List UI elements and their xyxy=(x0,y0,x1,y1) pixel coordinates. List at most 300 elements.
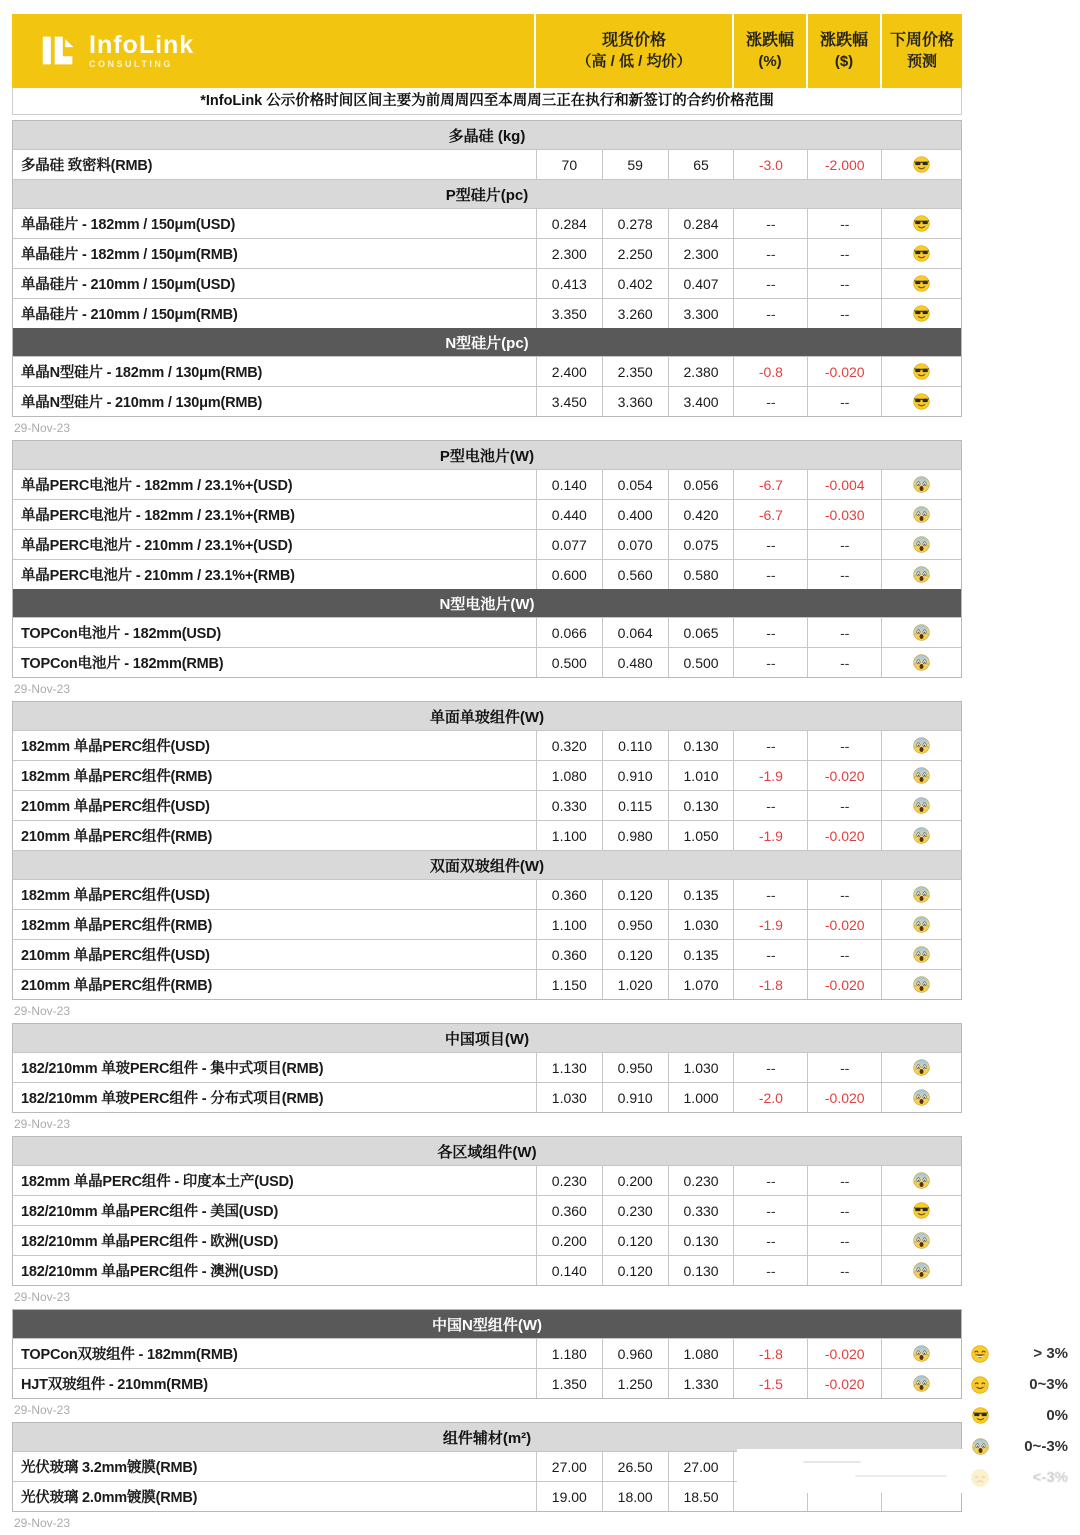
forecast-cell xyxy=(881,648,961,677)
price-avg-cell: 0.420 xyxy=(668,500,734,529)
table-row xyxy=(13,1225,961,1255)
price-high-cell: 1.030 xyxy=(536,1083,602,1112)
price-avg-cell: 1.030 xyxy=(668,910,734,939)
forecast-cell xyxy=(881,940,961,969)
price-low-cell: 0.120 xyxy=(602,1226,668,1255)
legend-item xyxy=(962,1400,1080,1431)
forecast-cell xyxy=(881,1166,961,1195)
infolink-logo xyxy=(38,30,194,72)
price-avg-cell: 0.330 xyxy=(668,1196,734,1225)
price-low-cell: 0.278 xyxy=(602,209,668,238)
sob-emoji-icon xyxy=(968,1469,992,1487)
item-name-cell: 光伏玻璃 3.2mm镀膜(RMB) xyxy=(21,1460,198,1476)
table-row xyxy=(13,559,961,589)
price-high-cell: 2.400 xyxy=(536,357,602,386)
change-usd-cell: -- xyxy=(807,387,881,416)
change-pct-cell: -1.8 xyxy=(733,1339,807,1368)
item-name-cell: 光伏玻璃 2.0mm镀膜(RMB) xyxy=(21,1490,198,1506)
price-high-cell: 19.00 xyxy=(536,1482,602,1511)
forecast-cell xyxy=(881,1339,961,1368)
change-usd-cell: -0.020 xyxy=(807,761,881,790)
change-pct-cell: -- xyxy=(733,530,807,559)
price-avg-cell: 1.000 xyxy=(668,1083,734,1112)
price-high-cell: 0.440 xyxy=(536,500,602,529)
forecast-cell xyxy=(881,910,961,939)
scream-emoji-icon xyxy=(913,1375,930,1392)
table-row xyxy=(13,529,961,559)
scream-emoji-icon xyxy=(913,1345,930,1362)
item-name-cell: 单晶PERC电池片 - 182mm / 23.1%+(RMB) xyxy=(21,508,295,524)
price-avg-cell: 0.407 xyxy=(668,269,734,298)
date-label: 29-Nov-23 xyxy=(14,682,71,696)
section-header: 单面单玻组件(W) xyxy=(13,702,961,730)
price-avg-cell: 2.300 xyxy=(668,239,734,268)
price-low-cell: 1.020 xyxy=(602,970,668,999)
price-high-cell: 0.360 xyxy=(536,880,602,909)
item-name-cell: 182mm 单晶PERC组件 - 印度本土产(USD) xyxy=(21,1174,294,1190)
price-high-cell: 1.130 xyxy=(536,1053,602,1082)
item-name-cell: 210mm 单晶PERC组件(USD) xyxy=(21,948,210,964)
price-low-cell: 2.250 xyxy=(602,239,668,268)
price-high-cell: 0.330 xyxy=(536,791,602,820)
cool-emoji-icon xyxy=(913,363,930,380)
price-low-cell: 0.402 xyxy=(602,269,668,298)
change-usd-cell: -- xyxy=(807,1166,881,1195)
price-high-cell: 0.200 xyxy=(536,1226,602,1255)
item-name-cell: 单晶硅片 - 210mm / 150μm(USD) xyxy=(21,277,236,293)
change-usd-cell: -2.000 xyxy=(807,150,881,179)
price-avg-cell: 0.130 xyxy=(668,791,734,820)
smudge-mark xyxy=(855,1475,947,1477)
item-name-cell: 182/210mm 单晶PERC组件 - 欧洲(USD) xyxy=(21,1234,279,1250)
price-high-cell: 0.077 xyxy=(536,530,602,559)
scream-emoji-icon xyxy=(913,1172,930,1189)
change-pct-cell: -- xyxy=(733,1256,807,1285)
item-name-cell: 单晶PERC电池片 - 210mm / 23.1%+(RMB) xyxy=(21,568,295,584)
table-row xyxy=(13,790,961,820)
price-low-cell: 18.00 xyxy=(602,1482,668,1511)
change-pct-cell: -- xyxy=(733,1053,807,1082)
price-avg-cell: 18.50 xyxy=(668,1482,734,1511)
price-high-cell: 3.450 xyxy=(536,387,602,416)
table-row xyxy=(13,238,961,268)
price-low-cell: 0.910 xyxy=(602,1083,668,1112)
price-avg-cell: 1.050 xyxy=(668,821,734,850)
price-high-cell: 2.300 xyxy=(536,239,602,268)
date-label: 29-Nov-23 xyxy=(14,421,71,435)
price-low-cell: 0.115 xyxy=(602,791,668,820)
table-row xyxy=(13,879,961,909)
legend-label: 0% xyxy=(1046,1407,1068,1424)
table-row xyxy=(13,1338,961,1368)
change-usd-cell: -- xyxy=(807,269,881,298)
forecast-cell xyxy=(881,618,961,647)
price-low-cell: 26.50 xyxy=(602,1452,668,1481)
item-name-cell: 210mm 单晶PERC组件(USD) xyxy=(21,799,210,815)
forecast-cell xyxy=(881,880,961,909)
item-name-cell: 182/210mm 单晶PERC组件 - 澳洲(USD) xyxy=(21,1264,279,1280)
cool-emoji-icon xyxy=(968,1407,992,1424)
item-name-cell: 单晶硅片 - 182mm / 150μm(RMB) xyxy=(21,247,238,263)
change-usd-cell: -0.020 xyxy=(807,970,881,999)
price-high-cell: 0.600 xyxy=(536,560,602,589)
change-pct-cell: -- xyxy=(733,1166,807,1195)
price-avg-cell: 65 xyxy=(668,150,734,179)
forecast-cell xyxy=(881,821,961,850)
price-low-cell: 0.480 xyxy=(602,648,668,677)
price-low-cell: 0.560 xyxy=(602,560,668,589)
price-high-cell: 1.150 xyxy=(536,970,602,999)
legend-label: <-3% xyxy=(1032,1469,1068,1486)
change-pct-cell: -6.7 xyxy=(733,500,807,529)
item-name-cell: 182mm 单晶PERC组件(RMB) xyxy=(21,918,213,934)
legend-label: > 3% xyxy=(1033,1345,1068,1362)
date-label: 29-Nov-23 xyxy=(14,1117,71,1131)
price-avg-cell: 0.135 xyxy=(668,940,734,969)
change-usd-cell: -0.004 xyxy=(807,470,881,499)
forecast-cell xyxy=(881,150,961,179)
cool-emoji-icon xyxy=(913,305,930,322)
cool-emoji-icon xyxy=(913,1202,930,1219)
table-row xyxy=(13,1082,961,1112)
price-low-cell: 0.230 xyxy=(602,1196,668,1225)
price-avg-cell: 3.300 xyxy=(668,299,734,328)
change-usd-cell: -0.020 xyxy=(807,1083,881,1112)
change-pct-cell: -0.8 xyxy=(733,357,807,386)
price-high-cell: 0.320 xyxy=(536,731,602,760)
scream-emoji-icon xyxy=(913,624,930,641)
smile-emoji-icon xyxy=(968,1376,992,1394)
price-low-cell: 0.200 xyxy=(602,1166,668,1195)
item-name-cell: 单晶硅片 - 182mm / 150μm(USD) xyxy=(21,217,236,233)
price-avg-cell: 0.135 xyxy=(668,880,734,909)
forecast-cell xyxy=(881,299,961,328)
table-row xyxy=(13,149,961,179)
section-header: N型硅片(pc) xyxy=(13,328,961,356)
legend-label: 0~-3% xyxy=(1024,1438,1068,1455)
column-header-change-pct: 涨跌幅 (%) xyxy=(734,14,808,88)
change-usd-cell: -0.020 xyxy=(807,910,881,939)
price-avg-cell: 0.065 xyxy=(668,618,734,647)
section-header: 双面双玻组件(W) xyxy=(13,850,961,879)
change-pct-cell: -- xyxy=(733,731,807,760)
change-usd-cell: -- xyxy=(807,731,881,760)
forecast-cell xyxy=(881,209,961,238)
change-pct-cell: -3.0 xyxy=(733,150,807,179)
price-low-cell: 0.910 xyxy=(602,761,668,790)
scream-emoji-icon xyxy=(913,976,930,993)
infolink-logo-icon xyxy=(38,30,80,72)
change-pct-cell: -- xyxy=(733,269,807,298)
price-high-cell: 0.140 xyxy=(536,470,602,499)
change-usd-cell: -- xyxy=(807,791,881,820)
item-name-cell: 210mm 单晶PERC组件(RMB) xyxy=(21,978,213,994)
price-table-block xyxy=(12,440,962,678)
forecast-cell xyxy=(881,791,961,820)
table-row xyxy=(13,1368,961,1398)
scream-emoji-icon xyxy=(913,506,930,523)
price-table-block xyxy=(12,1136,962,1286)
item-name-cell: 182/210mm 单玻PERC组件 - 集中式项目(RMB) xyxy=(21,1061,324,1077)
price-avg-cell: 0.580 xyxy=(668,560,734,589)
column-header-change-usd: 涨跌幅 ($) xyxy=(808,14,882,88)
change-pct-cell: -2.0 xyxy=(733,1083,807,1112)
change-pct-cell: -- xyxy=(733,560,807,589)
change-pct-cell: -- xyxy=(733,648,807,677)
price-low-cell: 0.120 xyxy=(602,880,668,909)
forecast-cell xyxy=(881,530,961,559)
section-header: P型电池片(W) xyxy=(13,441,961,469)
price-low-cell: 0.054 xyxy=(602,470,668,499)
change-pct-cell: -- xyxy=(733,880,807,909)
price-avg-cell: 0.075 xyxy=(668,530,734,559)
forecast-cell xyxy=(881,970,961,999)
price-high-cell: 0.140 xyxy=(536,1256,602,1285)
price-high-cell: 1.350 xyxy=(536,1369,602,1398)
price-avg-cell: 1.030 xyxy=(668,1053,734,1082)
scream-emoji-icon xyxy=(913,566,930,583)
section-header: 中国项目(W) xyxy=(13,1024,961,1052)
price-avg-cell: 1.080 xyxy=(668,1339,734,1368)
price-low-cell: 0.070 xyxy=(602,530,668,559)
date-label: 29-Nov-23 xyxy=(14,1004,71,1018)
price-high-cell: 0.284 xyxy=(536,209,602,238)
change-usd-cell: -- xyxy=(807,1256,881,1285)
change-usd-cell: -- xyxy=(807,1196,881,1225)
item-name-cell: 210mm 单晶PERC组件(RMB) xyxy=(21,829,213,845)
price-low-cell: 1.250 xyxy=(602,1369,668,1398)
change-usd-cell: -0.020 xyxy=(807,1339,881,1368)
price-table-block xyxy=(12,701,962,1000)
change-pct-cell: -6.7 xyxy=(733,470,807,499)
price-low-cell: 0.064 xyxy=(602,618,668,647)
scream-emoji-icon xyxy=(913,1232,930,1249)
forecast-cell xyxy=(881,1083,961,1112)
price-high-cell: 0.230 xyxy=(536,1166,602,1195)
price-avg-cell: 1.070 xyxy=(668,970,734,999)
scream-emoji-icon xyxy=(913,916,930,933)
change-usd-cell: -0.020 xyxy=(807,1369,881,1398)
change-usd-cell: -- xyxy=(807,560,881,589)
price-low-cell: 0.110 xyxy=(602,731,668,760)
price-low-cell: 0.120 xyxy=(602,940,668,969)
change-pct-cell: -- xyxy=(733,618,807,647)
date-label: 29-Nov-23 xyxy=(14,1516,71,1530)
price-high-cell: 0.413 xyxy=(536,269,602,298)
change-pct-cell: -- xyxy=(733,299,807,328)
change-usd-cell: -- xyxy=(807,648,881,677)
table-row xyxy=(13,939,961,969)
forecast-cell xyxy=(881,239,961,268)
change-pct-cell: -- xyxy=(733,239,807,268)
price-high-cell: 0.066 xyxy=(536,618,602,647)
section-header: 中国N型组件(W) xyxy=(13,1310,961,1338)
item-name-cell: 多晶硅 致密料(RMB) xyxy=(21,158,153,174)
price-low-cell: 0.950 xyxy=(602,1053,668,1082)
table-row xyxy=(13,617,961,647)
item-name-cell: TOPCon电池片 - 182mm(RMB) xyxy=(21,656,224,672)
smudge-mark xyxy=(803,1461,861,1463)
table-row xyxy=(13,760,961,790)
item-name-cell: TOPCon电池片 - 182mm(USD) xyxy=(21,626,221,642)
change-usd-cell: -- xyxy=(807,299,881,328)
forecast-cell xyxy=(881,1256,961,1285)
change-pct-cell: -- xyxy=(733,791,807,820)
forecast-cell xyxy=(881,761,961,790)
table-row xyxy=(13,647,961,677)
price-avg-cell: 0.130 xyxy=(668,1256,734,1285)
table-row xyxy=(13,1052,961,1082)
price-avg-cell: 0.056 xyxy=(668,470,734,499)
price-low-cell: 3.360 xyxy=(602,387,668,416)
cool-emoji-icon xyxy=(913,275,930,292)
item-name-cell: 182mm 单晶PERC组件(RMB) xyxy=(21,769,213,785)
change-pct-cell: -- xyxy=(733,1226,807,1255)
price-report-main xyxy=(12,14,962,1535)
price-avg-cell: 0.284 xyxy=(668,209,734,238)
date-label: 29-Nov-23 xyxy=(14,1403,71,1417)
scream-emoji-icon xyxy=(913,767,930,784)
price-low-cell: 59 xyxy=(602,150,668,179)
column-header-spot-price: 现货价格 （高 / 低 / 均价） xyxy=(536,14,734,88)
cool-emoji-icon xyxy=(913,393,930,410)
price-high-cell: 1.180 xyxy=(536,1339,602,1368)
forecast-cell xyxy=(881,357,961,386)
change-usd-cell: -0.030 xyxy=(807,500,881,529)
price-high-cell: 27.00 xyxy=(536,1452,602,1481)
item-name-cell: 182/210mm 单玻PERC组件 - 分布式项目(RMB) xyxy=(21,1091,324,1107)
table-row xyxy=(13,469,961,499)
section-header: 组件辅材(m²) xyxy=(13,1423,961,1451)
scream-emoji-icon xyxy=(913,1059,930,1076)
scream-emoji-icon xyxy=(913,737,930,754)
change-pct-cell: -1.5 xyxy=(733,1369,807,1398)
change-usd-cell: -- xyxy=(807,1226,881,1255)
price-avg-cell: 0.500 xyxy=(668,648,734,677)
item-name-cell: 182mm 单晶PERC组件(USD) xyxy=(21,888,210,904)
legend-item xyxy=(962,1369,1080,1400)
change-pct-cell: -- xyxy=(733,940,807,969)
price-low-cell: 3.260 xyxy=(602,299,668,328)
section-header: N型电池片(W) xyxy=(13,589,961,617)
table-row xyxy=(13,909,961,939)
section-header: 多晶硅 (kg) xyxy=(13,121,961,149)
scream-emoji-icon xyxy=(913,886,930,903)
price-avg-cell: 1.330 xyxy=(668,1369,734,1398)
forecast-cell xyxy=(881,387,961,416)
price-note: *InfoLink 公示价格时间区间主要为前周周四至本周周三正在执行和新签订的合约价格范围 xyxy=(12,88,962,115)
forecast-cell xyxy=(881,1369,961,1398)
cool-emoji-icon xyxy=(913,156,930,173)
price-low-cell: 0.400 xyxy=(602,500,668,529)
forecast-cell xyxy=(881,1196,961,1225)
legend-item xyxy=(962,1431,1080,1462)
table-row xyxy=(13,268,961,298)
table-row xyxy=(13,820,961,850)
table-row xyxy=(13,1165,961,1195)
forecast-cell xyxy=(881,731,961,760)
change-usd-cell: -- xyxy=(807,1053,881,1082)
scream-emoji-icon xyxy=(913,1089,930,1106)
item-name-cell: 单晶PERC电池片 - 182mm / 23.1%+(USD) xyxy=(21,478,293,494)
column-header-forecast: 下周价格 预测 xyxy=(889,32,954,70)
item-name-cell: 182/210mm 单晶PERC组件 - 美国(USD) xyxy=(21,1204,279,1220)
change-pct-cell: -1.9 xyxy=(733,761,807,790)
section-header: P型硅片(pc) xyxy=(13,179,961,208)
legend-item xyxy=(962,1462,1080,1493)
price-avg-cell: 2.380 xyxy=(668,357,734,386)
legend-item xyxy=(962,1338,1080,1369)
cool-emoji-icon xyxy=(913,245,930,262)
price-avg-cell: 0.230 xyxy=(668,1166,734,1195)
change-usd-cell: -- xyxy=(807,618,881,647)
price-low-cell: 0.980 xyxy=(602,821,668,850)
item-name-cell: 单晶N型硅片 - 182mm / 130μm(RMB) xyxy=(21,365,263,381)
price-high-cell: 0.360 xyxy=(536,1196,602,1225)
scream-emoji-icon xyxy=(913,797,930,814)
scream-emoji-icon xyxy=(913,1262,930,1279)
legend-label: 0~3% xyxy=(1029,1376,1068,1393)
price-high-cell: 3.350 xyxy=(536,299,602,328)
scream-emoji-icon xyxy=(913,654,930,671)
forecast-cell xyxy=(881,560,961,589)
logo-title: InfoLink xyxy=(89,31,195,59)
cool-emoji-icon xyxy=(913,215,930,232)
item-name-cell: TOPCon双玻组件 - 182mm(RMB) xyxy=(21,1347,238,1363)
change-usd-cell: -- xyxy=(807,940,881,969)
item-name-cell: 单晶PERC电池片 - 210mm / 23.1%+(USD) xyxy=(21,538,293,554)
change-usd-cell: -- xyxy=(807,209,881,238)
change-pct-cell: -1.9 xyxy=(733,910,807,939)
forecast-legend xyxy=(962,1338,1080,1493)
price-avg-cell: 0.130 xyxy=(668,731,734,760)
price-avg-cell: 0.130 xyxy=(668,1226,734,1255)
table-row xyxy=(13,386,961,416)
table-blocks xyxy=(12,120,962,1535)
price-high-cell: 1.100 xyxy=(536,821,602,850)
item-name-cell: 182mm 单晶PERC组件(USD) xyxy=(21,739,210,755)
change-usd-cell: -0.020 xyxy=(807,821,881,850)
price-high-cell: 0.500 xyxy=(536,648,602,677)
scream-emoji-icon xyxy=(913,827,930,844)
price-high-cell: 70 xyxy=(536,150,602,179)
change-usd-cell: -- xyxy=(807,880,881,909)
forecast-cell xyxy=(881,1226,961,1255)
price-low-cell: 0.950 xyxy=(602,910,668,939)
scream-emoji-icon xyxy=(968,1438,992,1455)
price-avg-cell: 27.00 xyxy=(668,1452,734,1481)
price-low-cell: 2.350 xyxy=(602,357,668,386)
price-avg-cell: 3.400 xyxy=(668,387,734,416)
price-high-cell: 1.100 xyxy=(536,910,602,939)
table-row xyxy=(13,499,961,529)
table-row xyxy=(13,969,961,999)
table-row xyxy=(13,730,961,760)
forecast-cell xyxy=(881,500,961,529)
scream-emoji-icon xyxy=(913,536,930,553)
forecast-cell xyxy=(881,1053,961,1082)
table-row xyxy=(13,356,961,386)
price-avg-cell: 1.010 xyxy=(668,761,734,790)
price-table-block xyxy=(12,1309,962,1399)
item-name-cell: HJT双玻组件 - 210mm(RMB) xyxy=(21,1377,208,1393)
change-usd-cell: -0.020 xyxy=(807,357,881,386)
logo-text xyxy=(89,32,194,70)
change-pct-cell: -- xyxy=(733,1196,807,1225)
price-table-block xyxy=(12,1023,962,1113)
change-usd-cell: -- xyxy=(807,530,881,559)
price-table-block xyxy=(12,120,962,417)
